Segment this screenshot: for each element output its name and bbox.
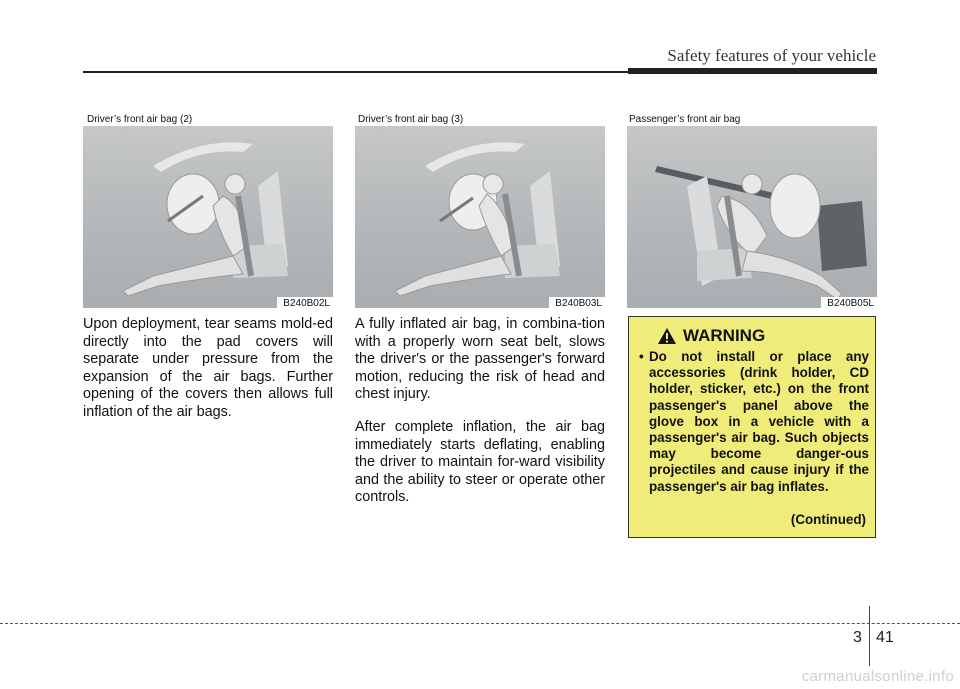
paragraph: A fully inflated air bag, in combina-tion with a properly worn seat belt, slows the driver's or the passenger's forward motion, reducing the risk of head and chest injury. [355, 316, 605, 403]
figure-caption: Passenger’s front air bag [629, 114, 741, 125]
warning-box [628, 316, 876, 538]
page-number: 41 [876, 629, 894, 646]
paragraph: After complete inflation, the air bag immediately starts deflating, enabling the driver to maintain for-ward visibility and the ability to steer or operate other controls. [355, 418, 605, 506]
figure-caption: Driver’s front air bag (3) [358, 114, 464, 125]
footer-rule [0, 623, 960, 624]
warning-heading [657, 326, 765, 346]
watermark: carmanualsonline.info [801, 668, 954, 685]
warning-continued: (Continued) [790, 512, 866, 527]
warning-triangle-icon [657, 327, 677, 345]
chapter-number: 3 [853, 629, 862, 646]
warning-title: WARNING [683, 326, 766, 345]
body-column-2 [355, 316, 605, 522]
warning-list [639, 349, 869, 495]
header-rule [83, 71, 633, 73]
figure-code: B240B03L [549, 297, 605, 310]
header-rule-accent [628, 68, 877, 74]
figure-code: B240B05L [821, 297, 877, 310]
body-column-1 [83, 316, 333, 437]
figure-drivers-air-bag-3 [355, 126, 605, 310]
figure-passengers-air-bag [627, 126, 877, 310]
warning-text: Do not install or place any accessories (drink holder, CD holder, sticker, etc.) on the front passenger's panel above the glove box in a vehicle with a passenger's air bag. Such objects may become danger-ous projectiles and cause injury if the passenger's air bag inflates. [649, 349, 869, 494]
figure-code: B240B02L [277, 297, 333, 310]
paragraph: Upon deployment, tear seams mold-ed directly into the pad covers will separate under pressure from the expansion of the air bags. Further opening of the covers then allows full inflation of the air bags. [83, 316, 333, 420]
figure-drivers-air-bag-2 [83, 126, 333, 310]
page-header-title: Safety features of your vehicle [667, 46, 876, 65]
driver-airbag-deployed-illustration [355, 126, 605, 310]
passenger-airbag-illustration [627, 126, 877, 310]
bullet: • [639, 349, 644, 364]
figure-caption: Driver’s front air bag (2) [87, 114, 193, 125]
driver-airbag-illustration [83, 126, 333, 310]
page-divider [869, 606, 870, 666]
